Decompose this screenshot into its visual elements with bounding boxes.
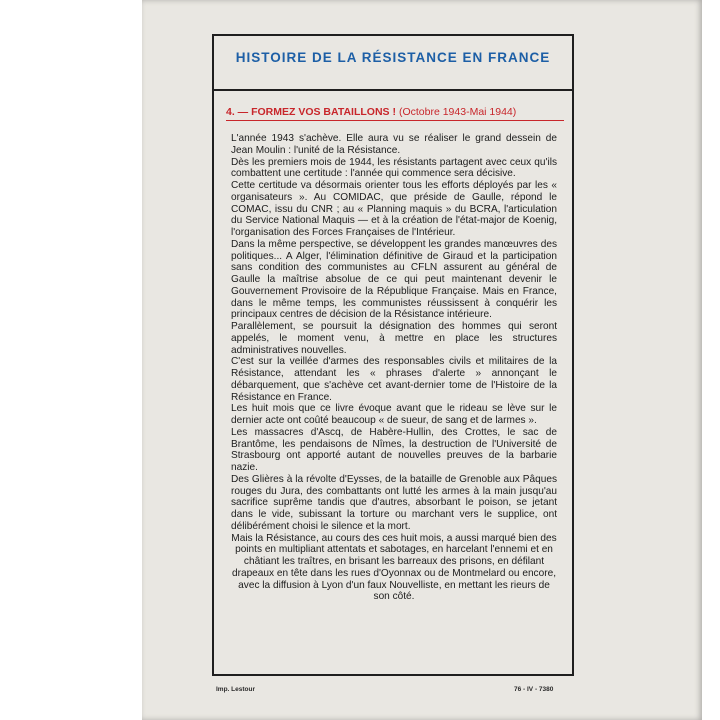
paragraph: Parallèlement, se poursuit la désignation des hommes qui seront appelés, le moment venu, à mettre en place les structures administratives nouvelles. — [231, 321, 557, 356]
volume-title — [226, 106, 566, 118]
volume-underline — [226, 120, 564, 121]
blurb-text — [231, 133, 557, 603]
printer-imprint: Imp. Lestour — [216, 686, 256, 693]
paragraph: Des Glières à la révolte d'Eysses, de la bataille de Grenoble aux Pâques rouges du Jura, des combattants ont lutté les armes à la main jusqu'au sacrifice suprême tandis que d'autres, absorbant le poison, se jetant dans le vide, subissant la torture ou marchant vers le supplice, ont délibérément choisi le silence et la mort. — [231, 473, 557, 532]
series-title: HISTOIRE DE LA RÉSISTANCE EN FRANCE — [235, 50, 551, 65]
paragraph: Les massacres d'Ascq, de Habère-Hullin, des Crottes, le sac de Brantôme, les pendaisons de Nîmes, la destruction de l'Université de Strasbourg ont apporté autant de nouvelles preuves de la barbarie nazie. — [231, 426, 557, 473]
paragraph: L'année 1943 s'achève. Elle aura vu se réaliser le grand dessein de Jean Moulin : l'unité de la Résistance. — [231, 133, 557, 156]
paragraph: Cette certitude va désormais orienter tous les efforts déployés par les « organisateurs ». Au COMIDAC, que préside de Gaulle, répond le COMAC, issu du CNR ; au « Planning maquis » du BCRA, l'articulation du Service National Maquis — et à la création de l'état-major de Koenig, l'organisation des Forces Françaises de l'Intérieur. — [231, 180, 557, 238]
paragraph: Les huit mois que ce livre évoque avant que le rideau se lève sur le dernier acte ont coûté beaucoup « de sueur, de sang et de larmes ». — [231, 403, 557, 426]
paragraph: C'est sur la veillée d'armes des responsables civils et militaires de la Résistance, attendant les « phrases d'alerte » annonçant le débarquement, que s'achève cet avant-dernier tome de l'Histoire de la Résistance en France. — [231, 356, 557, 403]
volume-title-text: 4. — FORMEZ VOS BATAILLONS ! — [226, 106, 396, 118]
title-divider — [214, 89, 572, 91]
text-frame — [212, 34, 574, 676]
volume-dates: (Octobre 1943-Mai 1944) — [398, 106, 517, 118]
print-code: 76 - IV - 7380 — [514, 686, 554, 693]
paragraph: Mais la Résistance, au cours des ces huit mois, a aussi marqué bien des points en multipliant attentats et sabotages, en harcelant l'ennemi et en châtiant les traîtres, en brisant les barreaux des prisons, en défilant drapeaux en tête dans les rues d'Oyonnax ou de Montmelard ou encore, avec la diffusion à Lyon d'un faux Nouvelliste, en mettant les rieurs de son côté. — [231, 532, 557, 603]
paragraph: Dans la même perspective, se développent les grandes manœuvres des politiques... A Alger, l'élimination définitive de Giraud et la participation sans condition des communistes au CFLN assurent au général de Gaulle la maîtrise absolue de ce qui peut maintenant devenir le Gouvernement Provisoire de la République Française. Mais en France, dans le même temps, les communistes réussissent à conquérir les principaux centres de décision de la Résistance intérieure. — [231, 238, 557, 321]
paragraph: Dès les premiers mois de 1944, les résistants partagent avec ceux qu'ils combattent une certitude : l'année qui commence sera décisive. — [231, 156, 557, 180]
